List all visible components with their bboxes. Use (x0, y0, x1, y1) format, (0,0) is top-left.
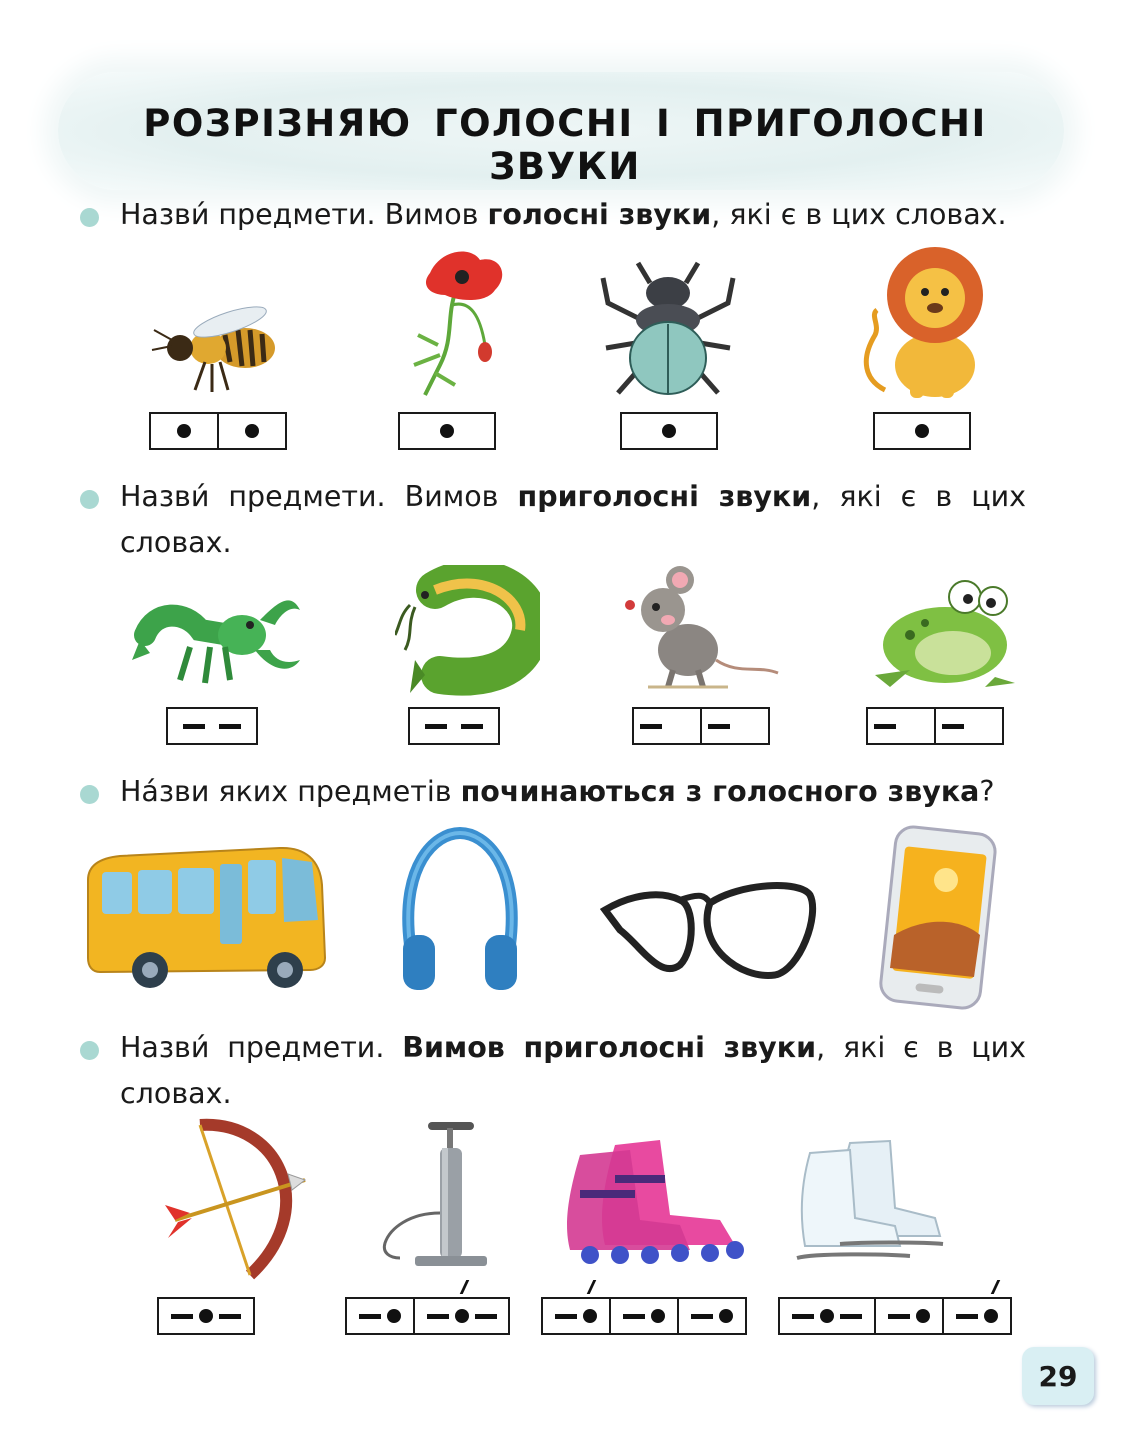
syllable-cell (868, 709, 936, 743)
consonant-dash (427, 1314, 449, 1319)
sound-scheme-frog (866, 707, 1004, 745)
consonant-dash (219, 1314, 241, 1319)
syllable-cell (944, 1299, 1010, 1333)
vowel-dot (583, 1309, 597, 1323)
vowel-dot (916, 1309, 930, 1323)
vowel-cell (400, 414, 494, 448)
consonant-dash (640, 724, 662, 729)
stress-mark (991, 1280, 1001, 1294)
stress-mark (587, 1280, 597, 1294)
vowel-dot (651, 1309, 665, 1323)
consonant-dash (956, 1314, 978, 1319)
consonant-dash (840, 1314, 862, 1319)
sound-scheme-rollerskates (541, 1297, 747, 1335)
sound-scheme-mouse (632, 707, 770, 745)
consonant-dash (555, 1314, 577, 1319)
rollerskates-icon (560, 1135, 750, 1265)
vowel-cell (219, 414, 285, 448)
consonant-dash (874, 724, 896, 729)
consonant-dash (219, 724, 241, 729)
task-3-instruction: На́зви яких предметів починаються з голосного звука? (120, 775, 995, 808)
vowel-dot (245, 424, 259, 438)
frog-icon (865, 575, 1015, 690)
sound-scheme-pump (345, 1297, 510, 1335)
poppy-icon (400, 245, 515, 400)
vowel-dot (455, 1309, 469, 1323)
stress-mark (460, 1280, 470, 1294)
vowel-dot (915, 424, 929, 438)
vowel-dot (440, 424, 454, 438)
sound-scheme-iceskates (778, 1297, 1012, 1335)
task-bullet (80, 1041, 99, 1060)
syllable-cell (347, 1299, 415, 1333)
task-1-instruction: Назви́ предмети. Вимов голосні звуки, які є в цих словах. (120, 198, 1007, 231)
vowel-dot (662, 424, 676, 438)
vowel-cell (875, 414, 969, 448)
consonant-cell (168, 709, 256, 743)
bus-icon (80, 840, 330, 990)
vowel-dot (199, 1309, 213, 1323)
syllable-cell (780, 1299, 876, 1333)
syllable-cell (679, 1299, 745, 1333)
vowel-dot (984, 1309, 998, 1323)
bow-icon (160, 1110, 320, 1285)
vowel-dot (719, 1309, 733, 1323)
consonant-dash (708, 724, 730, 729)
pump-icon (380, 1118, 490, 1268)
consonant-dash (171, 1314, 193, 1319)
task-bullet (80, 785, 99, 804)
mouse-icon (618, 565, 783, 690)
vowel-dot (387, 1309, 401, 1323)
consonant-dash (691, 1314, 713, 1319)
consonant-dash (461, 724, 483, 729)
syllable-cell (415, 1299, 508, 1333)
page-title: РОЗРІЗНЯЮ ГОЛОСНІ І ПРИГОЛОСНІ ЗВУКИ (143, 102, 987, 188)
syllable-cell (702, 709, 768, 743)
page-number: 29 (1022, 1347, 1094, 1405)
sound-scheme-bow (157, 1297, 255, 1335)
sound-scheme-beetle (620, 412, 718, 450)
syllable-cell (611, 1299, 679, 1333)
consonant-dash (942, 724, 964, 729)
phone-icon (868, 825, 1003, 1010)
consonant-dash (888, 1314, 910, 1319)
syllable-cell (634, 709, 702, 743)
consonant-cell (410, 709, 498, 743)
vowel-cell (151, 414, 219, 448)
headphones-icon (395, 825, 525, 995)
sound-scheme-poppy (398, 412, 496, 450)
consonant-dash (425, 724, 447, 729)
consonant-dash (623, 1314, 645, 1319)
bee-icon (150, 300, 285, 400)
lion-icon (855, 240, 995, 405)
glasses-icon (600, 875, 820, 985)
task-bullet (80, 208, 99, 227)
vowel-dot (177, 424, 191, 438)
sound-scheme-crayfish (166, 707, 258, 745)
catfish-icon (395, 565, 540, 700)
consonant-dash (792, 1314, 814, 1319)
vowel-cell (622, 414, 716, 448)
sound-scheme-bee (149, 412, 287, 450)
syllable-cell (543, 1299, 611, 1333)
beetle-icon (598, 258, 738, 403)
task-bullet (80, 490, 99, 509)
syllable-cell (936, 709, 1002, 743)
syllable-cell (876, 1299, 944, 1333)
sound-scheme-lion (873, 412, 971, 450)
sound-scheme-catfish (408, 707, 500, 745)
consonant-dash (359, 1314, 381, 1319)
syllable-cell (159, 1299, 253, 1333)
task-4-instruction: Назви́ предмети. Вимов приголосні звуки, які є в цих словах. (120, 1031, 1026, 1110)
vowel-dot (820, 1309, 834, 1323)
crayfish-icon (130, 575, 305, 695)
consonant-dash (183, 724, 205, 729)
task-2-instruction: Назви́ предмети. Вимов приголосні звуки, які є в цих словах. (120, 480, 1026, 559)
consonant-dash (475, 1314, 497, 1319)
iceskates-icon (795, 1138, 945, 1263)
